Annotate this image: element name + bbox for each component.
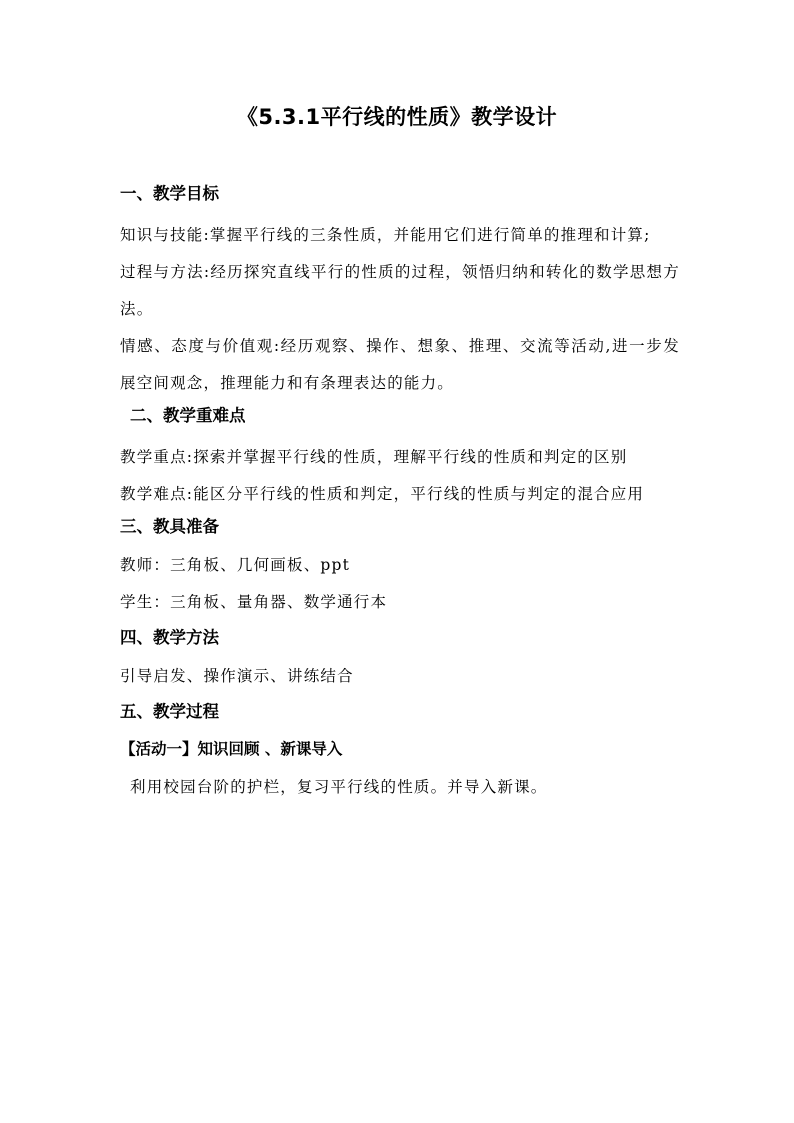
paragraph-teaching-methods: 引导启发、操作演示、讲练结合	[120, 667, 354, 685]
paragraph-knowledge-skills: 知识与技能:掌握平行线的三条性质，并能用它们进行简单的推理和计算;	[120, 226, 651, 244]
section-heading-objectives: 一、教学目标	[120, 184, 219, 203]
document-title: 《5.3.1平行线的性质》教学设计	[236, 105, 558, 129]
paragraph-activity-one: 利用校园台阶的护栏，复习平行线的性质。并导入新课。	[130, 778, 548, 796]
section-heading-teaching-aids: 三、教具准备	[120, 517, 219, 536]
paragraph-difficult-point: 教学难点:能区分平行线的性质和判定，平行线的性质与判定的混合应用	[120, 485, 645, 503]
document-body	[120, 180, 680, 809]
section-heading-teaching-process: 五、教学过程	[120, 702, 219, 721]
paragraph-teacher-aids: 教师：三角板、几何画板、ppt	[120, 556, 351, 574]
section-heading-teaching-methods: 四、教学方法	[120, 628, 219, 647]
paragraph-process-methods: 过程与方法:经历探究直线平行的性质的过程，领悟归纳和转化的数学思想方法。	[120, 263, 680, 318]
paragraph-emotion-values: 情感、态度与价值观:经历观察、操作、想象、推理、交流等活动,进一步发展空间观念，推理能力和有条理表达的能力。	[120, 337, 680, 392]
paragraph-key-point: 教学重点:探索并掌握平行线的性质，理解平行线的性质和判定的区别	[120, 448, 628, 466]
activity-one-heading: 【活动一】知识回顾 、新课导入	[120, 740, 343, 758]
section-heading-key-points: 二、教学重难点	[130, 406, 246, 425]
paragraph-student-aids: 学生：三角板、量角器、数学通行本	[120, 593, 388, 611]
